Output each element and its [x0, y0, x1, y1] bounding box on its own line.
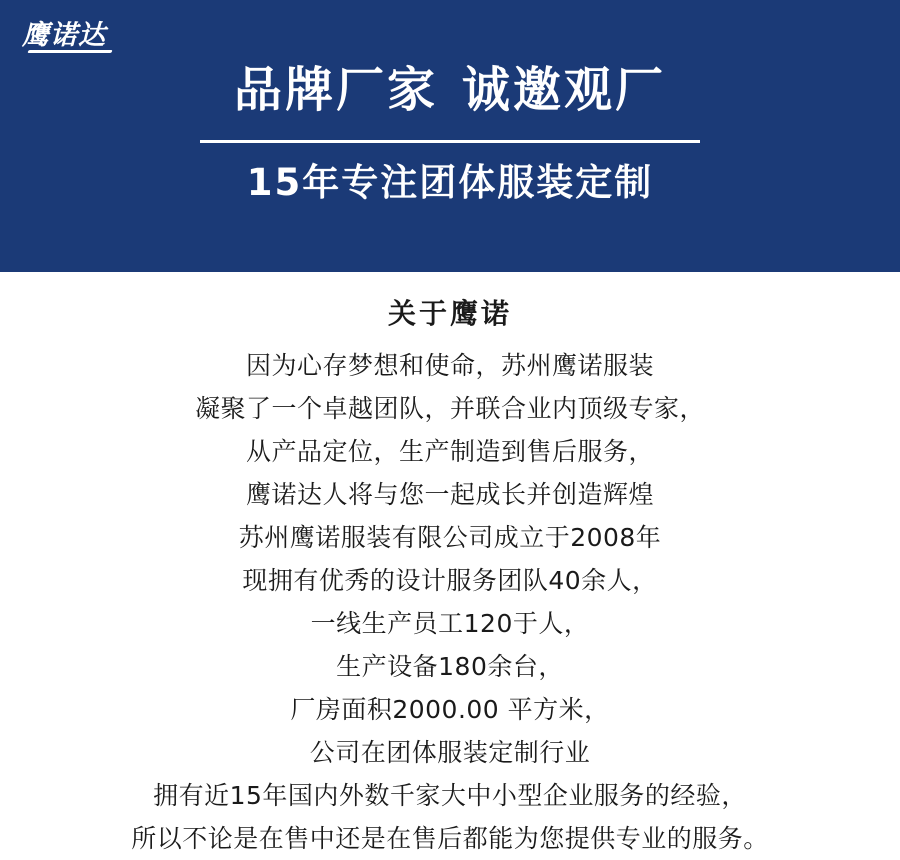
about-line: 因为心存梦想和使命，苏州鹰诺服装: [245, 351, 654, 380]
logo-underline-decoration: [27, 50, 112, 53]
hero-banner: [0, 0, 900, 272]
about-line: 凝聚了一个卓越团队，并联合业内顶级专家，: [194, 394, 705, 423]
about-line: 所以不论是在售中还是在售后都能为您提供专业的服务。: [131, 824, 769, 853]
banner-title-part2: 诚邀观厂: [462, 62, 667, 118]
about-line: 从产品定位，生产制造到售后服务，: [245, 437, 654, 466]
brand-logo-icon: 鹰诺达: [22, 20, 106, 50]
about-line: 一线生产员工120于人，: [310, 609, 590, 638]
about-line: 厂房面积2000.00 平方米，: [290, 695, 610, 724]
banner-title-part1: 品牌厂家: [233, 62, 438, 118]
about-line: 公司在团体服装定制行业: [309, 738, 591, 767]
about-line: 现拥有优秀的设计服务团队40余人，: [242, 566, 658, 595]
banner-divider: [200, 140, 700, 143]
banner-text-block: [0, 58, 900, 207]
about-line: 生产设备180余台，: [336, 652, 564, 681]
about-paragraph: [0, 344, 900, 860]
about-line: 拥有近15年国内外数千家大中小型企业服务的经验，: [153, 781, 747, 810]
about-section: [0, 272, 900, 860]
banner-title: [0, 58, 900, 122]
about-title: 关于鹰诺: [387, 297, 512, 330]
about-line: 苏州鹰诺服装有限公司成立于2008年: [238, 523, 662, 552]
banner-subtitle: 15年专注团体服装定制: [246, 161, 654, 204]
about-line: 鹰诺达人将与您一起成长并创造辉煌: [245, 480, 654, 509]
